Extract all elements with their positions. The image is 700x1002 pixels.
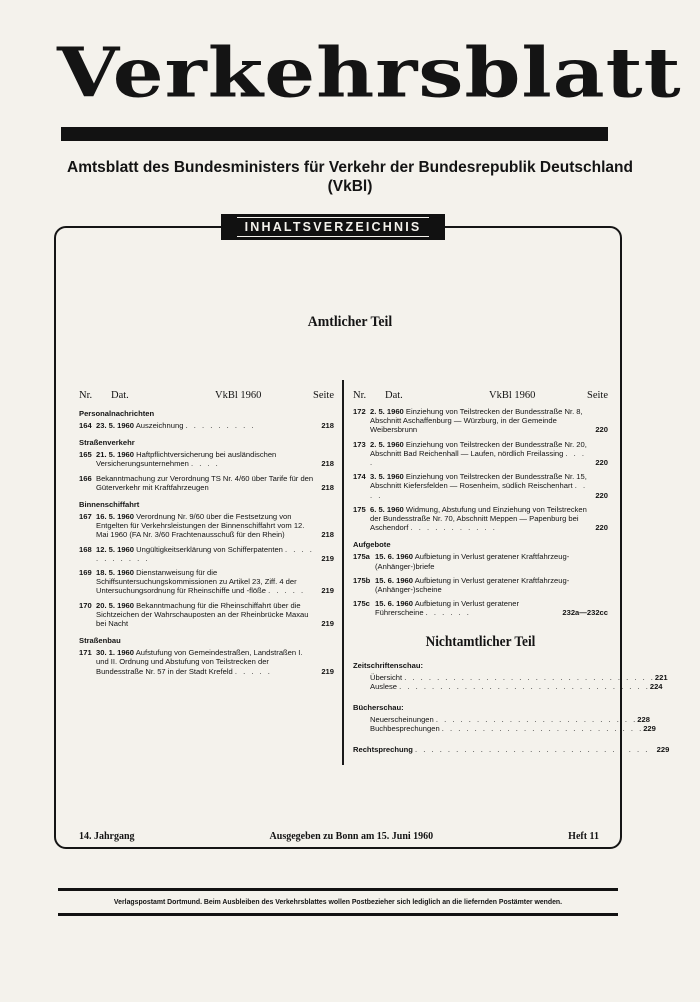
entry-date: 16. 5. 1960	[96, 512, 135, 522]
entry-number: 175a	[353, 552, 370, 562]
toc-entry[interactable]: Auslese . . . . . . . . . . . . . . . . . . . . . . . . . . . . . . . 224	[370, 681, 663, 691]
entry-date: 12. 5. 1960	[96, 544, 135, 554]
header-vkbl: VkBl 1960	[489, 390, 536, 401]
entry-text: Bekanntmachung für die Rheinschiffahrt über die Sichtzeichen der Wahrschauposten an der Rheinbrücke Maxau bei Nacht	[96, 600, 309, 629]
toc-entry[interactable]: Übersicht . . . . . . . . . . . . . . . . . . . . . . . . . . . . . . . 221	[370, 672, 668, 682]
section-heading: Straßenbau	[79, 636, 121, 646]
entry-text: Aufstufung von Gemeindestraßen, Landstraßen I. und II. Ordnung und Abstufung von Teilstrecken der Bundesstraße Nr. 57 in der Stadt Krefeld	[96, 648, 303, 676]
column-divider	[342, 380, 344, 765]
entry-date: 15. 6. 1960	[375, 552, 414, 562]
toc-entry[interactable]: Buchbesprechungen . . . . . . . . . . . . . . . . . . . . . . . . . 229	[370, 723, 656, 733]
entry-number: 166	[79, 473, 92, 483]
entry-text: Einziehung von Teilstrecken der Bundesstraße Nr. 15, Abschnitt Kiefersfelden — Rosenheim, südlich Reischenhart	[370, 472, 587, 491]
entry-number: 165	[79, 450, 92, 460]
entry-text: Einziehung von Teilstrecken der Bundesstraße Nr. 8, Abschnitt Aschaffenburg — Würzburg, in der Gemeinde Weibersbrunn	[370, 407, 583, 435]
entry-page: 218	[321, 421, 334, 430]
entry-text: Aufbietung in Verlust geratener Kraftfahrzeug-(Anhänger-)briefe	[375, 552, 570, 571]
entry-text: Verordnung Nr. 9/60 über die Festsetzung von Entgelten für Verkehrsleistungen der Binnenschiffahrt vom 12. Mai 1960 (FA Nr. 3/60 Frachtenausschuß für den Rhein)	[96, 512, 305, 540]
issue-footer	[79, 831, 599, 842]
header-nr: Nr.	[353, 390, 367, 401]
entry-text: Aufbietung in Verlust geratener Führerscheine	[375, 599, 519, 618]
entry-text: Rechtsprechung	[353, 744, 413, 754]
entry-text: Auszeichnung	[135, 421, 184, 430]
entry-number: 175	[353, 504, 366, 514]
subtitle-abbrev: (VkBl)	[327, 178, 373, 195]
entry-page: 218	[321, 482, 334, 492]
unofficial-part-heading: Nichtamtlicher Teil	[425, 633, 536, 650]
entry-text: Neuerscheinungen	[370, 714, 434, 724]
toc-badge	[221, 214, 445, 240]
entry-page: 221	[654, 672, 668, 682]
entry-text: Auslese	[370, 681, 398, 691]
entry-number: 175c	[353, 599, 370, 609]
entry-page: 228	[637, 714, 650, 724]
entry-number: 167	[79, 512, 92, 522]
volume-label: 14. Jahrgang	[79, 831, 135, 842]
entry-page: 220	[595, 458, 608, 468]
subtitle: Amtsblatt des Bundesministers für Verkehr der Bundesrepublik Deutschland	[67, 159, 633, 176]
entry-page: 219	[321, 553, 334, 563]
section-heading: Aufgebote	[353, 540, 391, 550]
header-nr: Nr.	[79, 390, 93, 401]
entry-date: 2. 5. 1960	[370, 439, 404, 449]
toc-entry[interactable]: 175 6. 5. 1960 Widmung, Abstufung und Einziehung von Teilstrecken der Bundesstraße Nr. 70, Abschnitt Meppen — Papenburg bei Aschendorf . . . . . . . . . . . 220	[353, 504, 608, 533]
entry-text: Dienstanweisung für die Schiffsuntersuchungskommissionen zu Artikel 23, Ziff. 4 der Untersuchungsordnung für Rheinschiffe und -flöße	[96, 568, 297, 596]
section-heading: Binnenschiffahrt	[79, 500, 140, 510]
toc-entry[interactable]: 165 21. 5. 1960 Haftpflichtversicherung bei ausländischen Versicherungsunternehmen . . . . 218	[79, 450, 334, 469]
entry-page: 220	[595, 523, 608, 533]
section-heading: Straßenverkehr	[79, 438, 135, 448]
toc-entry[interactable]	[79, 512, 334, 540]
entry-number: 164	[79, 421, 92, 430]
entry-text: Haftpflichtversicherung bei ausländischen Versicherungsunternehmen	[96, 450, 277, 469]
masthead-title: Verkehrsblatt	[57, 31, 682, 113]
entry-date: 6. 5. 1960	[370, 504, 404, 514]
masthead-rule	[61, 127, 608, 141]
header-seite: Seite	[313, 390, 334, 401]
entry-number: 170	[79, 600, 92, 610]
entry-number: 174	[353, 472, 366, 482]
issue-date: Ausgegeben zu Bonn am 15. Juni 1960	[269, 831, 434, 842]
toc-label: INHALTSVERZEICHNIS	[237, 217, 430, 237]
entry-date: 23. 5. 1960	[96, 421, 135, 430]
entry-text: Übersicht	[370, 672, 403, 682]
header-vkbl: VkBl 1960	[215, 390, 262, 401]
post-notice: Verlagspostamt Dortmund. Beim Ausbleiben des Verkehrsblattes wollen Postbezieher sich lediglich an die liefernden Postämter wenden.	[58, 888, 618, 916]
toc-entry[interactable]: 171 30. 1. 1960 Aufstufung von Gemeindestraßen, Landstraßen I. und II. Ordnung und Abstufung von Teilstrecken der Bundesstraße Nr. 57 in der Stadt Krefeld . . . . . 219	[79, 648, 334, 676]
toc-entry[interactable]: 173 2. 5. 1960 Einziehung von Teilstrecken der Bundesstraße Nr. 20, Abschnitt Bad Reichenhall — Laufen, nördlich Freilassing . . . . 220	[353, 439, 608, 468]
entry-page: 229	[643, 723, 656, 733]
entry-date: 30. 1. 1960	[96, 648, 135, 658]
entry-page: 219	[321, 666, 334, 676]
entry-page: 220	[595, 490, 608, 500]
entry-date: 3. 5. 1960	[370, 472, 404, 482]
entry-text: Bekanntmachung zur Verordnung TS Nr. 4/60 über Tarife für den Güterverkehr mit Kraftfahrzeugen	[96, 473, 314, 492]
entry-page: 218	[321, 459, 334, 469]
section-heading: Bücherschau:	[353, 702, 404, 712]
entry-text: Einziehung von Teilstrecken der Bundesstraße Nr. 20, Abschnitt Bad Reichenhall — Laufen, nördlich Freilassing	[370, 439, 587, 458]
toc-entry[interactable]: 164 23. 5. 1960 Auszeichnung . . . . . . . . . 218	[79, 421, 334, 430]
toc-entry[interactable]	[353, 407, 608, 435]
entry-number: 169	[79, 568, 92, 578]
entry-number: 175b	[353, 575, 371, 585]
entry-text: Buchbesprechungen	[370, 723, 440, 733]
entry-date: 20. 5. 1960	[96, 600, 135, 610]
entry-page: 229	[656, 744, 670, 754]
left-column	[79, 390, 334, 681]
header-seite: Seite	[587, 390, 608, 401]
toc-entry[interactable]: 174 3. 5. 1960 Einziehung von Teilstrecken der Bundesstraße Nr. 15, Abschnitt Kiefersfelden — Rosenheim, südlich Reischenhart . . . . 220	[353, 472, 608, 500]
entry-number: 172	[353, 407, 366, 416]
toc-entry[interactable]: Rechtsprechung . . . . . . . . . . . . . . . . . . . . . . . . . . . . . 229	[353, 744, 670, 754]
entry-page: 219	[321, 586, 334, 596]
official-part-heading: Amtlicher Teil	[307, 314, 393, 330]
entry-page: 220	[595, 425, 608, 435]
column-header	[353, 390, 608, 401]
toc-entry[interactable]: 169 18. 5. 1960 Dienstanweisung für die Schiffsuntersuchungskommissionen zu Artikel 23, Ziff. 4 der Untersuchungsordnung für Rheinschiffe und -flöße . . . . . 219	[79, 568, 334, 596]
entry-number: 168	[79, 544, 92, 554]
toc-entry[interactable]	[353, 576, 608, 594]
entry-date: 2. 5. 1960	[370, 407, 404, 416]
toc-entry[interactable]	[79, 474, 334, 492]
entry-number: 171	[79, 648, 92, 658]
entry-date: 18. 5. 1960	[96, 568, 135, 578]
column-header	[79, 390, 334, 401]
header-dat: Dat.	[385, 390, 403, 401]
toc-entry[interactable]: 175c 15. 6. 1960 Aufbietung in Verlust geratener Führerscheine . . . . . . 232a—232cc	[353, 599, 608, 618]
entry-page: 232a—232cc	[562, 608, 608, 618]
right-column	[353, 390, 670, 759]
entry-text: Widmung, Abstufung und Einziehung von Teilstrecken der Bundesstraße Nr. 70, Abschnitt Meppen — Papenburg bei Aschendorf	[370, 504, 587, 533]
entry-date: 21. 5. 1960	[96, 450, 135, 460]
entry-page: 219	[321, 619, 334, 629]
entry-date: 15. 6. 1960	[375, 575, 414, 585]
entry-date: 15. 6. 1960	[375, 599, 414, 609]
entry-text: Aufbietung in Verlust geratener Kraftfahrzeug-(Anhänger-)scheine	[375, 575, 570, 595]
entry-text: Ungültigkeitserklärung von Schifferpatenten	[136, 544, 283, 554]
entry-page: 224	[649, 681, 663, 691]
toc-entry[interactable]	[353, 552, 608, 570]
toc-entry[interactable]: Neuerscheinungen . . . . . . . . . . . . . . . . . . . . . . . . . 228	[370, 714, 650, 724]
toc-entry[interactable]: 168 12. 5. 1960 Ungültigkeitserklärung von Schifferpatenten . . . . . . . . . . . 219	[79, 544, 334, 563]
header-dat: Dat.	[111, 390, 129, 401]
section-heading: Zeitschriftenschau:	[353, 660, 424, 670]
entry-page: 218	[321, 530, 334, 540]
toc-entry[interactable]	[79, 601, 334, 629]
issue-number: Heft 11	[568, 831, 599, 842]
entry-number: 173	[353, 439, 366, 449]
section-heading: Personalnachrichten	[79, 409, 155, 418]
